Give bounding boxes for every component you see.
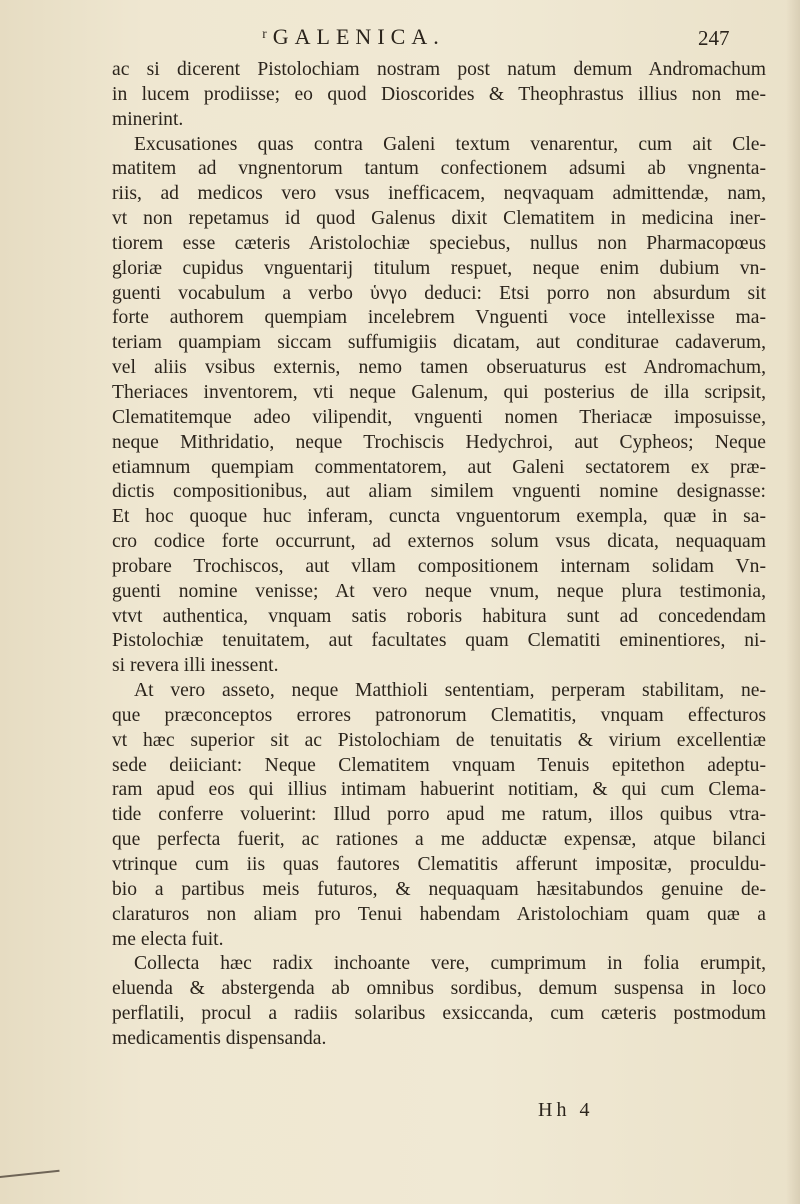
signature-mark: Hh 4 [538,1099,594,1121]
running-head: ʳGALENICA. [262,24,445,49]
text-line: At vero asseto, neque Matthioli sententiam, perperam stabilitam, ne- [134,680,766,702]
text-line: perflatili, procul a radiis solaribus exsiccanda, cum cæteris postmodum [112,1003,766,1025]
text-line: vel aliis vsibus externis, nemo tamen obseruaturus est Andromachum, [112,357,766,379]
text-line: bio a partibus meis futuros, & nequaquam hæsitabundos genuine de- [112,878,766,900]
text-line: si revera illi inessent. [112,655,279,677]
text-line: matitem ad vngnentorum tantum confectionem adsumi ab vngnenta- [112,158,766,180]
text-line: guenti vocabulum a verbo ὑνγο deduci: Etsi porro non absurdum sit [112,282,766,304]
text-line: neque Mithridatio, neque Trochiscis Hedychroi, aut Cypheos; Neque [112,431,766,453]
page-number: 247 [698,26,730,50]
page-header [0,24,800,54]
text-line: medicamentis dispensanda. [112,1027,327,1049]
text-line: vt hæc superior sit ac Pistolochiam de tenuitatis & virium excellentiæ [112,729,766,751]
text-line: ram apud eos qui illius intimam habuerint notitiam, & qui cum Clema- [112,779,766,801]
text-line: vtrinque cum iis quas fautores Clematitis afferunt impositæ, proculdu- [112,854,766,875]
text-line: Theriaces inventorem, vti neque Galenum, qui posterius de illa scripsit, [112,381,766,403]
text-line: forte authorem quempiam incelebrem Vnguenti voce intellexisse ma- [112,307,766,329]
page-edge-shadow [786,0,800,1204]
text-line: guenti nomine venisse; At vero neque vnum, neque plura testimonia, [112,580,766,602]
text-line: claraturos non aliam pro Tenui habendam Aristolochiam quam quæ a [112,903,766,925]
text-line: tide conferre voluerint: Illud porro apud me ratum, illos quibus vtra- [112,804,766,826]
text-line: tiorem esse cæteris Aristolochiæ speciebus, nullus non Pharmacopœus [112,232,766,254]
text-line: dictis compositionibus, aut aliam similem vnguenti nomine designasse: [112,481,766,503]
text-line: me electa fuit. [112,928,224,950]
text-line: Et hoc quoque huc inferam, cuncta vnguentorum exempla, quæ in sa- [112,506,766,528]
text-line: etiamnum quempiam commentatorem, aut Galeni sectatorem ex præ- [112,456,766,478]
text-line: minerint. [112,108,184,130]
text-line: probare Trochiscos, aut vllam compositionem internam solidam Vn- [112,555,766,577]
text-line: ac si dicerent Pistolochiam nostram post natum demum Andromachum [112,59,766,80]
text-line: teriam quampiam siccam suffumigiis dicatam, aut conditurae cadaverum, [112,332,766,354]
text-line: cro codice forte occurrunt, ad externos solum vsus dicata, nequaquam [112,531,766,553]
text-line: Collecta hæc radix inchoante vere, cumprimum in folia erumpit, [134,953,766,975]
text-line: vtvt authentica, vnquam satis roboris habitura sunt ad concedendam [112,605,766,627]
page-corner-mark [0,1170,60,1182]
text-line: que perfecta fuerit, ac rationes a me adductæ expensæ, atque bilanci [112,829,766,851]
text-line: gloriæ cupidus vnguentarij titulum respuet, neque enim dubium vn- [112,257,766,279]
text-line: Clematitemque adeo vilipendit, vnguenti nomen Theriacæ imposuisse, [112,406,766,428]
text-line: sede deiiciant: Neque Clematitem vnquam Tenuis epitethon adeptu- [112,754,766,776]
text-line: Excusationes quas contra Galeni textum venarentur, cum ait Cle- [134,133,766,155]
body-text [112,58,766,1052]
text-line: que præconceptos errores patronorum Clematitis, vnquam effecturos [112,704,766,726]
text-line: riis, ad medicos vero vsus inefficacem, neqvaquam admittendæ, nam, [112,183,766,205]
text-line: eluenda & abstergenda ab omnibus sordibus, demum suspensa in loco [112,978,766,1000]
text-line: in lucem prodiisse; eo quod Dioscorides & Theophrastus illius non me- [112,83,766,105]
text-line: vt non repetamus id quod Galenus dixit Clematitem in medicina iner- [112,208,766,230]
text-line: Pistolochiæ tenuitatem, aut facultates quam Clematiti eminentiores, ni- [112,630,766,652]
